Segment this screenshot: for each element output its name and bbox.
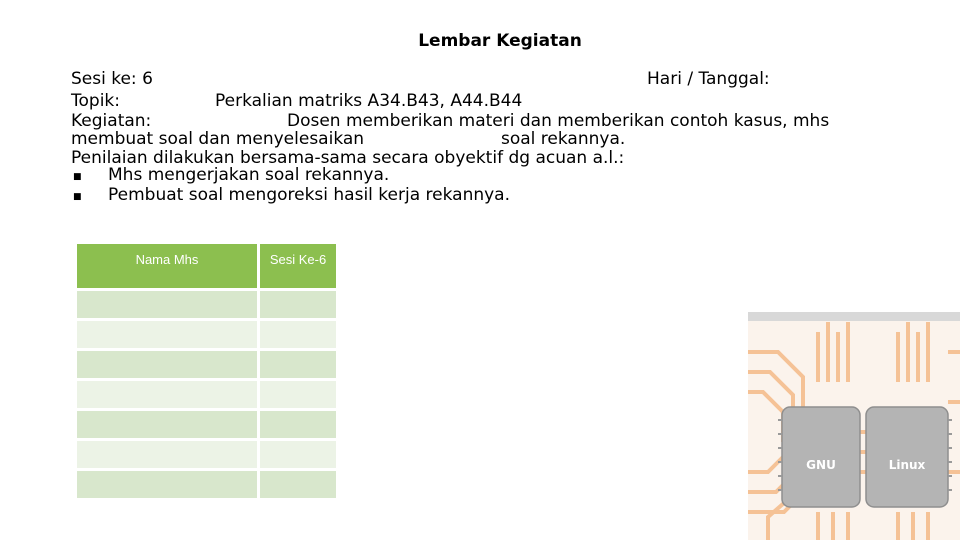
- table-row: [77, 411, 336, 438]
- bullet-item: Pembuat soal mengoreksi hasil kerja rekannya.: [108, 185, 511, 205]
- gnu-linux-circuit-image: [748, 312, 960, 540]
- table-cell[interactable]: [77, 381, 257, 408]
- page-title: Lembar Kegiatan: [418, 31, 582, 51]
- table-cell[interactable]: [77, 351, 257, 378]
- topik-value: Perkalian matriks A34.B43, A44.B44: [215, 91, 523, 111]
- hari-tanggal-text: Hari / Tanggal:: [647, 69, 770, 89]
- kegiatan-line2-b: soal rekannya.: [501, 129, 626, 149]
- table-cell[interactable]: [77, 471, 257, 498]
- table-cell[interactable]: [260, 441, 336, 468]
- table-cell[interactable]: [77, 291, 257, 318]
- topik-label: Topik:: [71, 91, 120, 111]
- chip-label-linux: Linux: [888, 458, 926, 472]
- sesi-text: Sesi ke: 6: [71, 69, 153, 89]
- table-cell[interactable]: [260, 471, 336, 498]
- chip-label-gnu: GNU: [806, 458, 836, 472]
- table-header-row: [77, 244, 336, 288]
- kegiatan-value: Dosen memberikan materi dan memberikan contoh kasus, mhs: [287, 111, 830, 131]
- penilaian-text: Penilaian dilakukan bersama-sama secara obyektif dg acuan a.l.:: [71, 148, 625, 168]
- table-row: [77, 351, 336, 378]
- column-header-sesi: Sesi Ke-6: [260, 244, 336, 288]
- bullet-item: Mhs mengerjakan soal rekannya.: [108, 165, 390, 185]
- table-cell[interactable]: [77, 411, 257, 438]
- table-cell[interactable]: [77, 441, 257, 468]
- table-cell[interactable]: [260, 381, 336, 408]
- table-row: [77, 471, 336, 498]
- table-cell[interactable]: [260, 321, 336, 348]
- table-cell[interactable]: [260, 291, 336, 318]
- column-header-nama: Nama Mhs: [77, 244, 257, 288]
- bullet-square-icon: ■: [73, 172, 82, 182]
- table-row: [77, 441, 336, 468]
- attendance-table: [74, 241, 339, 501]
- kegiatan-line2-a: membuat soal dan menyelesaikan: [71, 129, 365, 149]
- table-row: [77, 381, 336, 408]
- bullet-square-icon: ■: [73, 192, 82, 202]
- table-row: [77, 291, 336, 318]
- table-cell[interactable]: [77, 321, 257, 348]
- table-row: [77, 321, 336, 348]
- kegiatan-label: Kegiatan:: [71, 111, 152, 131]
- table-cell[interactable]: [260, 351, 336, 378]
- table-cell[interactable]: [260, 411, 336, 438]
